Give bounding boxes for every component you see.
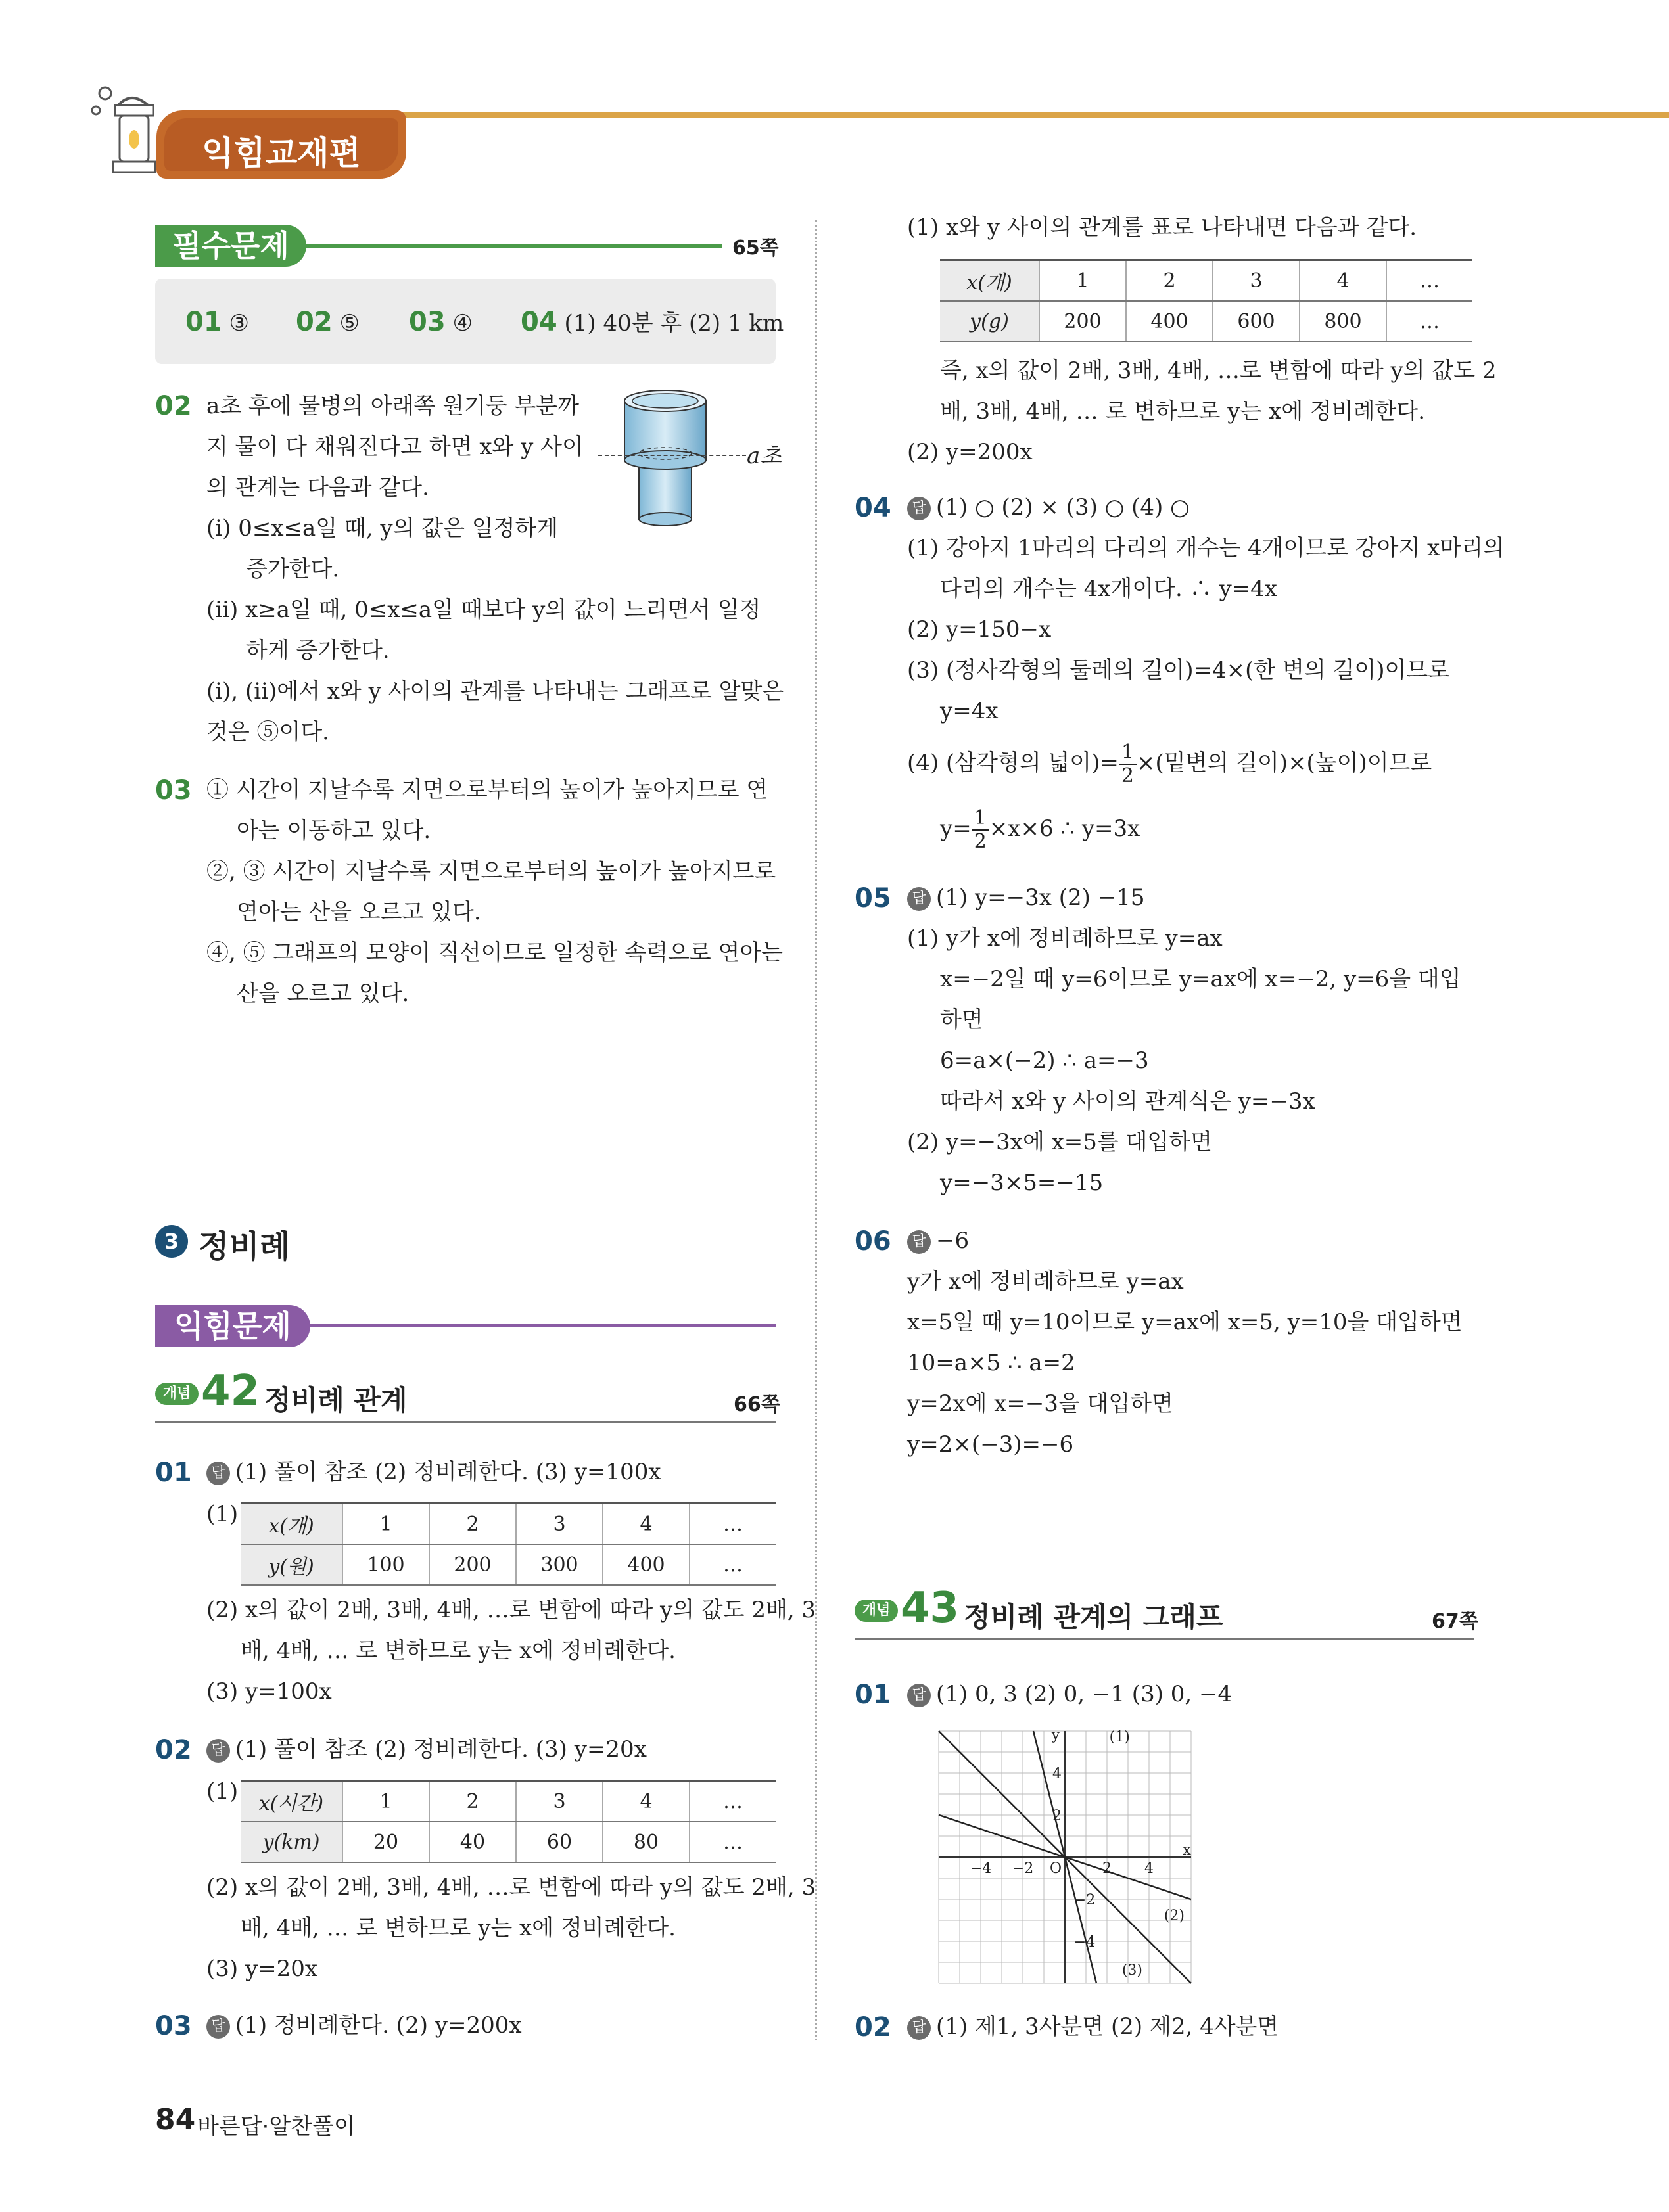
text-line: (ⅱ) x≥a일 때, 0≤x≤a일 때보다 y의 값이 느리면서 일정 <box>206 597 761 623</box>
answer-line: 답 −6 <box>907 1228 969 1254</box>
concept-tag: 개념 <box>855 1600 898 1622</box>
table-label: (1) <box>206 1778 239 1805</box>
text-line: 하면 <box>940 1007 983 1033</box>
answer-line: 답 (1) 풀이 참조 (2) 정비례한다. (3) y=20x <box>206 1736 647 1763</box>
text-line: (ⅰ), (ⅱ)에서 x와 y 사이의 관계를 나타내는 그래프로 알맞은 <box>206 678 784 704</box>
question-number: 03 <box>155 775 192 806</box>
answer-item-04: 04 (1) 40분 후 (2) 1 km <box>521 307 784 337</box>
answer-icon: 답 <box>907 2016 931 2040</box>
concept-tag: 개념 <box>155 1383 199 1405</box>
text-line: (1) 강아지 1마리의 다리의 개수는 4개이므로 강아지 x마리의 <box>907 535 1505 561</box>
question-number: 02 <box>155 1735 192 1765</box>
text-line: y=2×(−3)=−6 <box>907 1431 1074 1458</box>
section-badge-required: 필수문제 <box>155 225 306 267</box>
text-line: ① 시간이 지날수록 지면으로부터의 높이가 높아지므로 연 <box>206 777 768 803</box>
answer-item-02: 02 ⑤ <box>296 307 360 337</box>
line-label-2: (2) <box>1164 1908 1185 1924</box>
text-line: (2) y=150−x <box>907 616 1052 643</box>
question-number: 03 <box>155 2011 192 2041</box>
answer-icon: 답 <box>907 1684 931 1707</box>
y-axis-label: y <box>1051 1726 1060 1743</box>
text-line: (1) x와 y 사이의 관계를 표로 나타내면 다음과 같다. <box>907 214 1417 241</box>
page-ref: 65쪽 <box>732 237 779 260</box>
figure-label: a초 <box>747 443 782 469</box>
question-number: 01 <box>155 1458 192 1488</box>
text-line: 6=a×(−2) ∴ a=−3 <box>940 1048 1149 1074</box>
text-line: y=2x에 x=−3을 대입하면 <box>907 1391 1173 1417</box>
text-line: (3) y=20x <box>206 1956 318 1982</box>
text-line: (3) (정사각형의 둘레의 길이)=4×(한 변의 길이)이므로 <box>907 657 1450 683</box>
text-line: (2) x의 값이 2배, 3배, 4배, …로 변함에 따라 y의 값도 2배, 3 <box>206 1874 816 1901</box>
text-line: 증가한다. <box>246 556 340 582</box>
answer-icon: 답 <box>907 1230 931 1254</box>
answer-line: 답 (1) 제1, 3사분면 (2) 제2, 4사분면 <box>907 2014 1279 2040</box>
text-line-fraction: y= $\frac{1}{2}$ ×x×6 ∴ y=3x <box>940 806 1140 853</box>
answer-line: 답 (1) 정비례한다. (2) y=200x <box>206 2012 522 2039</box>
text-line: (3) y=100x <box>206 1678 332 1705</box>
section-title: 정비례 <box>199 1228 291 1265</box>
y-tick-label: 4 <box>1052 1766 1062 1782</box>
answer-line: 답 (1) y=−3x (2) −15 <box>907 885 1145 911</box>
page-ref: 66쪽 <box>734 1393 780 1416</box>
text-line: 의 관계는 다음과 같다. <box>206 474 429 501</box>
text-line: (2) y=200x <box>907 439 1033 465</box>
text-line: y가 x에 정비례하므로 y=ax <box>907 1268 1184 1295</box>
text-line: ④, ⑤ 그래프의 모양이 직선이므로 일정한 속력으로 연아는 <box>206 940 784 966</box>
text-line-fraction: (4) (삼각형의 넓이)= $\frac{1}{2}$ ×(밑변의 길이)×(높이)이므로 <box>907 741 1432 787</box>
answer-icon: 답 <box>206 1739 230 1763</box>
answer-icon: 답 <box>206 2015 230 2039</box>
line-label-1: (1) <box>1109 1729 1130 1745</box>
x-tick-label: −2 <box>1012 1860 1034 1877</box>
question-number: 02 <box>155 391 192 421</box>
badge-rule <box>310 1324 776 1327</box>
text-line: 배, 3배, 4배, … 로 변하므로 y는 x에 정비례한다. <box>940 398 1425 425</box>
origin-label: O <box>1049 1860 1062 1877</box>
y-tick-label: −2 <box>1073 1892 1096 1908</box>
text-line: 10=a×5 ∴ a=2 <box>907 1350 1075 1376</box>
section-number: 3 <box>155 1225 188 1258</box>
text-line: (2) x의 값이 2배, 3배, 4배, …로 변함에 따라 y의 값도 2배, 3 <box>206 1597 816 1623</box>
text-line: (1) y가 x에 정비례하므로 y=ax <box>907 925 1223 952</box>
answer-icon: 답 <box>206 1462 230 1485</box>
text-line: 하게 증가한다. <box>246 637 390 664</box>
section-badge-practice: 익힘문제 <box>155 1305 310 1347</box>
concept-title: 정비례 관계 <box>264 1384 408 1416</box>
badge-rule <box>306 244 722 248</box>
answer-icon: 답 <box>907 497 931 520</box>
text-line: x=5일 때 y=10이므로 y=ax에 x=5, y=10을 대입하면 <box>907 1309 1463 1335</box>
concept-rule <box>855 1638 1474 1640</box>
text-line: ②, ③ 시간이 지날수록 지면으로부터의 높이가 높아지므로 <box>206 858 776 885</box>
value-table: x(시간) 1 2 3 4 … y(km) 20 40 60 80 … <box>241 1780 776 1863</box>
answer-line: 답 (1) 0, 3 (2) 0, −1 (3) 0, −4 <box>907 1681 1232 1707</box>
bottle-figure <box>624 388 717 532</box>
page-ref: 67쪽 <box>1432 1610 1478 1633</box>
concept-number: 42 <box>201 1367 260 1416</box>
question-number: 01 <box>855 1680 891 1710</box>
page-number: 84 <box>155 2103 196 2136</box>
text-line: (2) y=−3x에 x=5를 대입하면 <box>907 1129 1212 1155</box>
text-line: a초 후에 물병의 아래쪽 원기둥 부분까 <box>206 393 579 419</box>
dashed-marker <box>598 455 746 456</box>
answer-icon: 답 <box>907 887 931 911</box>
column-divider <box>815 220 817 2040</box>
x-tick-label: 2 <box>1102 1860 1112 1877</box>
y-tick-label: −4 <box>1073 1934 1096 1950</box>
text-line: 산을 오르고 있다. <box>237 980 410 1007</box>
table-label: (1) <box>206 1501 239 1527</box>
answer-line: 답 (1) 풀이 참조 (2) 정비례한다. (3) y=100x <box>206 1459 661 1485</box>
text-line: 따라서 x와 y 사이의 관계식은 y=−3x <box>940 1088 1315 1115</box>
answer-line: 답 (1) ○ (2) × (3) ○ (4) ○ <box>907 494 1190 520</box>
text-line: y=4x <box>940 698 999 724</box>
question-number: 06 <box>855 1226 891 1256</box>
concept-number: 43 <box>901 1584 960 1632</box>
text-line: 것은 ⑤이다. <box>206 719 329 745</box>
x-tick-label: 4 <box>1144 1860 1154 1877</box>
header-title: 익힘교재편 <box>202 134 361 172</box>
text-line: 연아는 산을 오르고 있다. <box>237 899 481 925</box>
header-rule <box>394 112 1669 118</box>
text-line: (ⅰ) 0≤x≤a일 때, y의 값은 일정하게 <box>206 515 559 541</box>
text-line: 다리의 개수는 4x개이다. ∴ y=4x <box>940 576 1277 602</box>
question-number: 02 <box>855 2012 891 2042</box>
text-line: 배, 4배, … 로 변하므로 y는 x에 정비례한다. <box>241 1638 676 1664</box>
footer-text: 바른답·알찬풀이 <box>197 2113 356 2140</box>
concept-rule <box>155 1421 776 1423</box>
text-line: 즉, x의 값이 2배, 3배, 4배, …로 변함에 따라 y의 값도 2 <box>940 357 1497 384</box>
answer-item-01: 01 ③ <box>185 307 249 337</box>
value-table: x(개) 1 2 3 4 … y(g) 200 400 600 800 … <box>940 259 1472 342</box>
x-tick-label: −4 <box>970 1860 992 1877</box>
text-line: y=−3×5=−15 <box>940 1170 1104 1196</box>
text-line: x=−2일 때 y=6이므로 y=ax에 x=−2, y=6을 대입 <box>940 966 1461 992</box>
y-tick-label: 2 <box>1052 1808 1062 1824</box>
text-line: 지 물이 다 채워진다고 하면 x와 y 사이 <box>206 434 584 460</box>
question-number: 04 <box>855 493 891 523</box>
answer-item-03: 03 ④ <box>409 307 473 337</box>
text-line: 아는 이동하고 있다. <box>237 818 431 844</box>
x-axis-label: x <box>1183 1842 1191 1858</box>
text-line: 배, 4배, … 로 변하므로 y는 x에 정비례한다. <box>241 1915 676 1941</box>
concept-title: 정비례 관계의 그래프 <box>964 1601 1223 1633</box>
coordinate-graph <box>933 1726 1196 1989</box>
question-number: 05 <box>855 883 891 913</box>
value-table: x(개) 1 2 3 4 … y(원) 100 200 300 400 … <box>241 1502 776 1586</box>
line-label-3: (3) <box>1121 1962 1142 1979</box>
